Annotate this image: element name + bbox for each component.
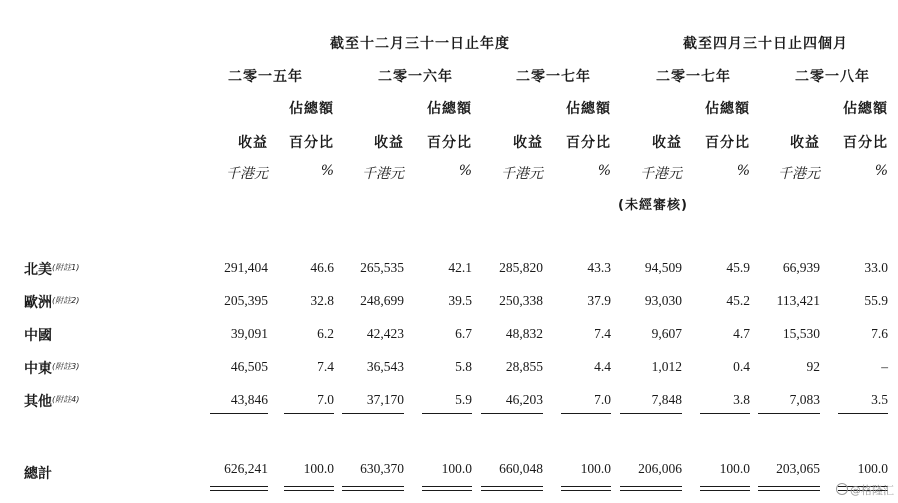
total-pct-cell: 100.0 xyxy=(857,461,888,476)
revenue-cell: 36,543 xyxy=(366,359,404,374)
total-double-rule-bottom xyxy=(210,490,268,491)
total-revenue-cell: 203,065 xyxy=(776,461,820,476)
subtotal-rule xyxy=(838,413,888,414)
revenue-cell: 42,423 xyxy=(366,326,404,341)
region-label xyxy=(24,391,79,411)
unit-pct: % xyxy=(874,163,888,179)
total-pct-cell: 100.0 xyxy=(303,461,334,476)
revenue-cell: 265,535 xyxy=(360,260,404,275)
pct-cell: 33.0 xyxy=(864,260,888,275)
pct-cell: 5.8 xyxy=(455,359,472,374)
pct-cell: 45.9 xyxy=(726,260,750,275)
revenue-cell: 250,338 xyxy=(499,293,543,308)
revenue-cell: 43,846 xyxy=(230,392,268,407)
pct-cell: 3.8 xyxy=(733,392,750,407)
revenue-cell: 46,505 xyxy=(230,359,268,374)
revenue-cell: 39,091 xyxy=(230,326,268,341)
region-label xyxy=(24,325,52,345)
col-header-revenue: 收益 xyxy=(652,135,682,151)
col-header-pct-line1: 佔總額 xyxy=(427,101,472,117)
revenue-cell: 113,421 xyxy=(776,293,820,308)
total-revenue-cell: 206,006 xyxy=(638,461,682,476)
total-label: 總計 xyxy=(24,466,52,482)
watermark xyxy=(836,482,894,498)
pct-cell: 7.6 xyxy=(871,326,888,341)
region-note: (附註1) xyxy=(52,263,80,272)
total-double-rule-top xyxy=(700,486,750,487)
watermark-logo-icon xyxy=(836,483,848,495)
unit-revenue: 千港元 xyxy=(226,166,268,182)
total-double-rule-top xyxy=(481,486,543,487)
subtotal-rule xyxy=(481,413,543,414)
revenue-cell: 248,699 xyxy=(360,293,404,308)
region-label xyxy=(24,358,79,378)
revenue-cell: 291,404 xyxy=(224,260,268,275)
pct-cell: 7.4 xyxy=(594,326,611,341)
region-note: (附註2) xyxy=(52,296,80,305)
col-header-pct-line1: 佔總額 xyxy=(566,101,611,117)
col-header-pct-line2: 百分比 xyxy=(705,135,750,151)
unit-revenue: 千港元 xyxy=(640,166,682,182)
unit-revenue: 千港元 xyxy=(778,166,820,182)
total-double-rule-bottom xyxy=(758,490,820,491)
total-revenue-cell: 660,048 xyxy=(499,461,543,476)
col-header-pct-line1: 佔總額 xyxy=(705,101,750,117)
total-double-rule-top xyxy=(758,486,820,487)
pct-cell: 7.0 xyxy=(594,392,611,407)
pct-cell: 43.3 xyxy=(587,260,611,275)
col-header-pct-line1: 佔總額 xyxy=(843,101,888,117)
revenue-cell: 1,012 xyxy=(651,359,682,374)
year-header-2016: 二零一六年 xyxy=(378,69,453,85)
col-header-revenue: 收益 xyxy=(238,135,268,151)
revenue-cell: 46,203 xyxy=(505,392,543,407)
unit-pct: % xyxy=(320,163,334,179)
subtotal-rule xyxy=(422,413,472,414)
col-header-revenue: 收益 xyxy=(513,135,543,151)
total-double-rule-bottom xyxy=(700,490,750,491)
total-double-rule-top xyxy=(561,486,611,487)
pct-cell: 46.6 xyxy=(310,260,334,275)
year-header-2017: 二零一七年 xyxy=(516,69,591,85)
revenue-cell: 7,083 xyxy=(789,392,820,407)
unit-revenue: 千港元 xyxy=(362,166,404,182)
pct-cell: 5.9 xyxy=(455,392,472,407)
subtotal-rule xyxy=(700,413,750,414)
unit-pct: % xyxy=(736,163,750,179)
header-full-year-group: 截至十二月三十一日止年度 xyxy=(330,36,510,52)
pct-cell: 32.8 xyxy=(310,293,334,308)
region-note: (附註4) xyxy=(52,395,80,404)
unit-pct: % xyxy=(597,163,611,179)
pct-cell: 55.9 xyxy=(864,293,888,308)
col-header-revenue: 收益 xyxy=(374,135,404,151)
total-double-rule-top xyxy=(620,486,682,487)
subtotal-rule xyxy=(561,413,611,414)
total-pct-cell: 100.0 xyxy=(441,461,472,476)
year-header-2015: 二零一五年 xyxy=(228,69,303,85)
region-name: 歐洲 xyxy=(24,295,52,311)
region-name: 其他 xyxy=(24,394,52,410)
subtotal-rule xyxy=(758,413,820,414)
pct-cell: 0.4 xyxy=(733,359,750,374)
revenue-cell: 94,509 xyxy=(644,260,682,275)
region-label xyxy=(24,259,79,279)
pct-cell: 4.7 xyxy=(733,326,750,341)
revenue-cell: 9,607 xyxy=(651,326,682,341)
pct-cell: 7.4 xyxy=(317,359,334,374)
revenue-cell: 92 xyxy=(806,359,820,374)
col-header-pct-line2: 百分比 xyxy=(843,135,888,151)
total-double-rule-bottom xyxy=(422,490,472,491)
subtotal-rule xyxy=(284,413,334,414)
revenue-cell: 28,855 xyxy=(505,359,543,374)
pct-cell: 6.2 xyxy=(317,326,334,341)
total-double-rule-bottom xyxy=(561,490,611,491)
unit-revenue: 千港元 xyxy=(501,166,543,182)
revenue-cell: 7,848 xyxy=(651,392,682,407)
col-header-pct-line1: 佔總額 xyxy=(289,101,334,117)
total-revenue-cell: 630,370 xyxy=(360,461,404,476)
region-note: (附註3) xyxy=(52,362,80,371)
watermark-text: @格隆汇 xyxy=(850,484,894,497)
col-header-pct-line2: 百分比 xyxy=(289,135,334,151)
total-double-rule-top xyxy=(284,486,334,487)
total-pct-cell: 100.0 xyxy=(580,461,611,476)
header-four-months-group: 截至四月三十日止四個月 xyxy=(683,36,848,52)
revenue-cell: 15,530 xyxy=(782,326,820,341)
total-double-rule-bottom xyxy=(481,490,543,491)
total-double-rule-top xyxy=(210,486,268,487)
col-header-revenue: 收益 xyxy=(790,135,820,151)
col-header-pct-line2: 百分比 xyxy=(566,135,611,151)
pct-cell: 39.5 xyxy=(448,293,472,308)
revenue-cell: 37,170 xyxy=(366,392,404,407)
subtotal-rule xyxy=(210,413,268,414)
unaudited-note: (未經審核) xyxy=(618,198,688,213)
revenue-cell: 66,939 xyxy=(782,260,820,275)
revenue-cell: 285,820 xyxy=(499,260,543,275)
total-double-rule-bottom xyxy=(284,490,334,491)
total-revenue-cell: 626,241 xyxy=(224,461,268,476)
total-double-rule-top xyxy=(422,486,472,487)
pct-cell: 42.1 xyxy=(448,260,472,275)
region-name: 中國 xyxy=(24,328,52,344)
pct-cell: 6.7 xyxy=(455,326,472,341)
year-header-2017-four-months: 二零一七年 xyxy=(656,69,731,85)
total-double-rule-bottom xyxy=(342,490,404,491)
revenue-cell: 48,832 xyxy=(505,326,543,341)
region-label xyxy=(24,292,79,312)
pct-cell: 3.5 xyxy=(871,392,888,407)
subtotal-rule xyxy=(342,413,404,414)
year-header-2018-four-months: 二零一八年 xyxy=(795,69,870,85)
total-double-rule-bottom xyxy=(620,490,682,491)
pct-cell: 37.9 xyxy=(587,293,611,308)
pct-cell: 4.4 xyxy=(594,359,611,374)
pct-cell: 45.2 xyxy=(726,293,750,308)
pct-cell: 7.0 xyxy=(317,392,334,407)
total-double-rule-top xyxy=(342,486,404,487)
total-pct-cell: 100.0 xyxy=(719,461,750,476)
region-name: 北美 xyxy=(24,262,52,278)
region-name: 中東 xyxy=(24,361,52,377)
revenue-cell: 93,030 xyxy=(644,293,682,308)
col-header-pct-line2: 百分比 xyxy=(427,135,472,151)
pct-cell: – xyxy=(881,359,888,374)
unit-pct: % xyxy=(458,163,472,179)
subtotal-rule xyxy=(620,413,682,414)
revenue-cell: 205,395 xyxy=(224,293,268,308)
